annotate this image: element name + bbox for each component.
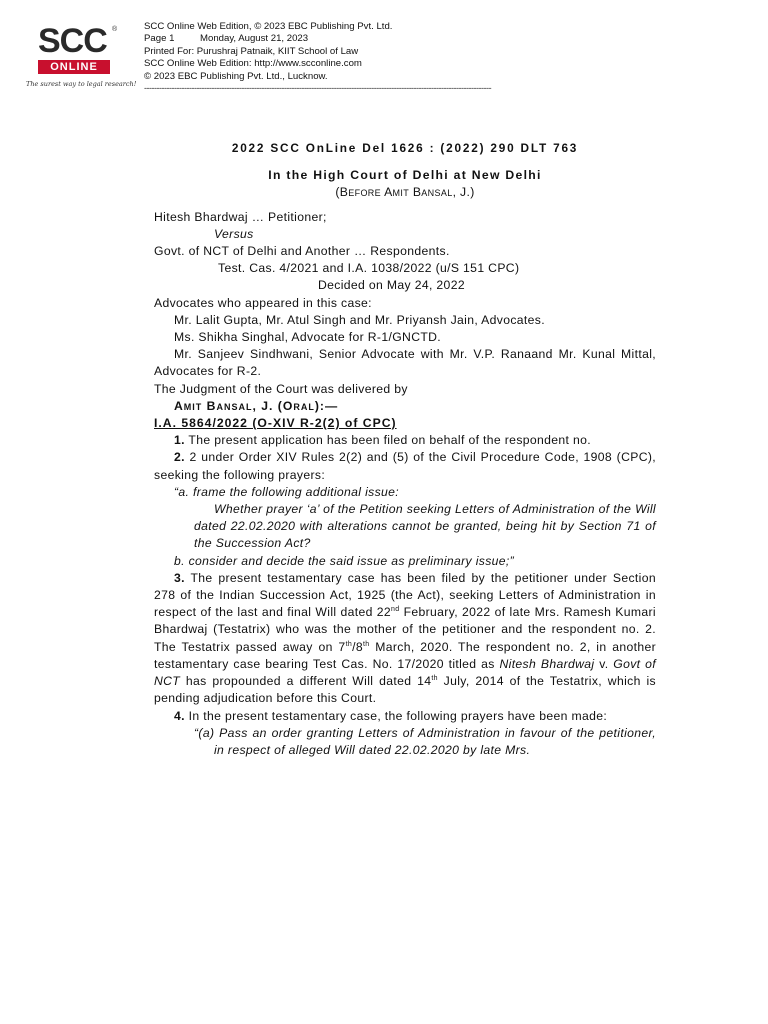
- ia-heading: I.A. 5864/2022 (O-XIV R-2(2) of CPC): [154, 416, 397, 431]
- additional-issue: Whether prayer ‘a’ of the Petition seeking Letters of Administration of the Will dated 22.02.2020 with alterations cannot be granted, being hit by Section 71 of the Succession Act?: [194, 502, 656, 551]
- advocate-petitioner: Mr. Lalit Gupta, Mr. Atul Singh and Mr. Priyansh Jain, Advocates.: [174, 312, 545, 327]
- advocate-r2: Mr. Sanjeev Sindhwani, Senior Advocate with Mr. V.P. Ranaand Mr. Kunal Mittal, Advocates for R-2.: [154, 347, 656, 379]
- superscript: th: [362, 640, 370, 648]
- prayer-a: “a. frame the following additional issue:: [174, 484, 400, 499]
- decided-date: Decided on May 24, 2022: [318, 278, 465, 293]
- petitioner: Hitesh Bhardwaj … Petitioner;: [154, 209, 327, 224]
- prayer-4a: “(a) Pass an order granting Letters of Administration in favour of the petitioner, in respect of alleged Will dated 22.02.2020 by late Mrs.: [194, 725, 656, 757]
- header-divider: -------------------------------------------------------------------------------------------------------------------------------------------: [144, 83, 492, 93]
- judgment-delivered-line: The Judgment of the Court was delivered by: [154, 381, 408, 396]
- logo-registered-mark: ®: [112, 26, 118, 33]
- advocates-heading: Advocates who appeared in this case:: [154, 295, 372, 310]
- printed-for-line: Printed For: Purushraj Patnaik, KIIT School of Law: [144, 45, 359, 57]
- para-text: July, 2014 of the Testatrix, which is pending adjudication before this Court.: [154, 674, 656, 706]
- para-number: 3.: [174, 570, 185, 585]
- para-text: v.: [594, 656, 614, 671]
- paragraph-2: [154, 449, 656, 483]
- logo-scc-text: SCC: [38, 22, 107, 60]
- para-number: 2.: [174, 450, 185, 465]
- prayer-b: b. consider and decide the said issue as preliminary issue;”: [174, 553, 515, 568]
- print-header: [144, 21, 392, 83]
- website-line: SCC Online Web Edition: http://www.scconline.com: [144, 58, 362, 70]
- judge-name: Amit Bansal, J. (Oral):—: [174, 398, 339, 413]
- para-number: 1.: [174, 433, 185, 448]
- paragraph-1: [154, 432, 656, 449]
- court-name: In the High Court of Delhi at New Delhi: [268, 168, 542, 183]
- scc-online-logo: [22, 22, 137, 92]
- citation: 2022 SCC OnLine Del 1626 : (2022) 290 DLT 763: [231, 141, 579, 155]
- advocate-r1: Ms. Shikha Singhal, Advocate for R-1/GNCTD.: [174, 330, 442, 345]
- paragraph-3: [154, 570, 656, 708]
- superscript: th: [345, 640, 353, 648]
- edition-line: SCC Online Web Edition, © 2023 EBC Publishing Pvt. Ltd.: [144, 21, 393, 32]
- logo-tagline: The surest way to legal research!: [26, 80, 137, 88]
- page-number: Page 1: [144, 33, 175, 45]
- copyright-line: © 2023 EBC Publishing Pvt. Ltd., Lucknow.: [144, 70, 328, 82]
- page-date-line: [144, 33, 392, 45]
- case-party-name: Govt of NCT: [154, 656, 656, 689]
- paragraph-4: [154, 708, 656, 725]
- superscript: th: [431, 675, 438, 683]
- bench: (Before Amit Bansal, J.): [335, 185, 475, 200]
- para-text: The present testamentary case has been filed by the petitioner under Section 278 of the Indian Succession Act, 1925 (the Act), seeking Letters of Administration in respect of the last and final Will dated 22: [154, 570, 656, 620]
- case-number: Test. Cas. 4/2021 and I.A. 1038/2022 (u/S 151 CPC): [218, 261, 520, 276]
- para-number: 4.: [174, 708, 185, 723]
- logo-online-bar: ONLINE: [38, 60, 110, 74]
- para-text: /8: [352, 639, 363, 654]
- para-text: 2 under Order XIV Rules 2(2) and (5) of the Civil Procedure Code, 1908 (CPC), seeking the following prayers:: [154, 450, 656, 482]
- para-text: February, 2022 of late Mrs. Ramesh Kumari Bhardwaj (Testatrix) who was the mother of the petitioner and the respondent no. 2. The Testatrix passed away on 7: [154, 605, 656, 654]
- case-party-name: Nitesh Bhardwaj: [499, 656, 595, 671]
- para-text: In the present testamentary case, the following prayers have been made:: [188, 708, 608, 723]
- versus: Versus: [214, 226, 254, 241]
- para-text: The present application has been filed on behalf of the respondent no.: [188, 433, 591, 448]
- judgment-body: [154, 140, 656, 759]
- respondents: Govt. of NCT of Delhi and Another … Respondents.: [154, 244, 450, 259]
- superscript: nd: [391, 606, 400, 614]
- print-date: Monday, August 21, 2023: [200, 33, 309, 45]
- para-text: has propounded a different Will dated 14: [180, 674, 432, 689]
- para-text: March, 2020. The respondent no. 2, in another testamentary case bearing Test Cas. No. 17/2020 titled as: [154, 639, 656, 671]
